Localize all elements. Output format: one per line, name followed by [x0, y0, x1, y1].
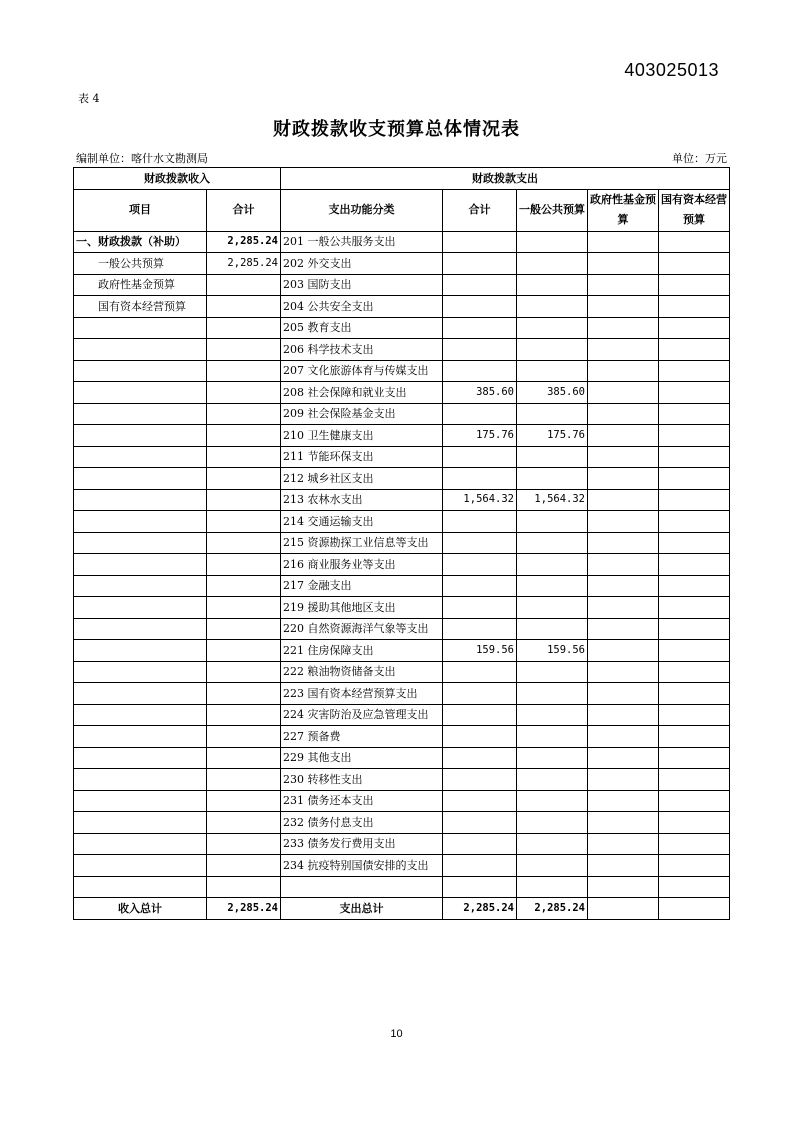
income-item-cell [74, 704, 207, 726]
income-item-cell [74, 855, 207, 877]
general-budget-cell: 1,564.32 [517, 489, 588, 511]
expense-total-cell [443, 747, 517, 769]
state-capital-cell [659, 683, 730, 705]
expense-group-header: 财政拨款支出 [281, 168, 730, 190]
income-amount-cell [207, 296, 281, 318]
page-title: 财政拨款收支预算总体情况表 [273, 119, 520, 140]
function-class-cell: 217 金融支出 [281, 575, 443, 597]
income-total-label: 收入总计 [74, 898, 207, 920]
function-class-header: 支出功能分类 [281, 189, 443, 231]
general-budget-cell [517, 253, 588, 275]
general-budget-cell [517, 876, 588, 898]
table-row [74, 489, 730, 511]
state-capital-cell [659, 790, 730, 812]
function-class-cell: 202 外交支出 [281, 253, 443, 275]
expense-total-cell [443, 683, 517, 705]
income-item-cell [74, 382, 207, 404]
function-class-cell: 223 国有资本经营预算支出 [281, 683, 443, 705]
state-capital-header: 国有资本经营预算 [659, 189, 730, 231]
state-capital-cell [659, 274, 730, 296]
general-budget-cell [517, 726, 588, 748]
income-amount-cell [207, 597, 281, 619]
expense-total-cell [443, 554, 517, 576]
state-capital-cell [659, 704, 730, 726]
income-item-cell [74, 446, 207, 468]
state-capital-cell [659, 339, 730, 361]
general-budget-cell [517, 511, 588, 533]
function-class-cell: 210 卫生健康支出 [281, 425, 443, 447]
budget-table [73, 167, 730, 920]
expense-total-cell: 159.56 [443, 640, 517, 662]
income-amount-cell [207, 274, 281, 296]
income-amount-cell [207, 554, 281, 576]
gov-fund-cell [588, 339, 659, 361]
income-amount-cell [207, 747, 281, 769]
state-capital-cell [659, 618, 730, 640]
income-item-cell [74, 747, 207, 769]
state-capital-cell [659, 360, 730, 382]
expense-total-cell [443, 618, 517, 640]
state-capital-cell [659, 511, 730, 533]
function-class-cell: 221 住房保障支出 [281, 640, 443, 662]
function-class-cell: 211 节能环保支出 [281, 446, 443, 468]
income-item-cell [74, 726, 207, 748]
expense-total-header: 合计 [443, 189, 517, 231]
table-row [74, 704, 730, 726]
state-capital-cell [659, 425, 730, 447]
expense-total-value: 2,285.24 [443, 898, 517, 920]
state-capital-cell [659, 382, 730, 404]
income-total-header: 合计 [207, 189, 281, 231]
general-budget-cell [517, 339, 588, 361]
general-budget-cell [517, 855, 588, 877]
income-item-cell [74, 339, 207, 361]
general-budget-cell [517, 360, 588, 382]
function-class-cell: 215 资源勘探工业信息等支出 [281, 532, 443, 554]
income-item-cell [74, 554, 207, 576]
expense-total-cell [443, 726, 517, 748]
table-row [74, 511, 730, 533]
function-class-cell: 222 粮油物资储备支出 [281, 661, 443, 683]
table-row [74, 876, 730, 898]
general-budget-cell [517, 532, 588, 554]
expense-total-cell [443, 704, 517, 726]
income-amount-cell [207, 661, 281, 683]
gov-fund-cell [588, 253, 659, 275]
income-item-cell [74, 876, 207, 898]
income-amount-cell [207, 833, 281, 855]
function-class-cell: 231 债务还本支出 [281, 790, 443, 812]
income-item-cell [74, 425, 207, 447]
expense-total-cell [443, 274, 517, 296]
state-capital-cell [659, 532, 730, 554]
function-class-cell: 229 其他支出 [281, 747, 443, 769]
general-budget-cell: 159.56 [517, 640, 588, 662]
expense-total-cell [443, 876, 517, 898]
expense-total-cell: 175.76 [443, 425, 517, 447]
state-capital-cell [659, 812, 730, 834]
income-item-cell [74, 640, 207, 662]
expense-total-cell [443, 812, 517, 834]
table-row [74, 726, 730, 748]
document-code: 403025013 [624, 60, 719, 80]
income-amount-cell [207, 446, 281, 468]
table-row [74, 855, 730, 877]
gov-fund-cell [588, 855, 659, 877]
state-capital-cell [659, 317, 730, 339]
table-row [74, 597, 730, 619]
general-budget-header: 一般公共预算 [517, 189, 588, 231]
income-item-cell [74, 403, 207, 425]
gov-fund-cell [588, 833, 659, 855]
expense-total-cell: 1,564.32 [443, 489, 517, 511]
general-budget-cell [517, 747, 588, 769]
table-body [74, 231, 730, 898]
table-row [74, 425, 730, 447]
gov-fund-cell [588, 511, 659, 533]
table-row [74, 468, 730, 490]
gov-fund-cell [588, 876, 659, 898]
general-budget-cell [517, 403, 588, 425]
expense-total-cell [443, 317, 517, 339]
expense-total-cell [443, 575, 517, 597]
income-amount-cell [207, 618, 281, 640]
function-class-cell: 209 社会保险基金支出 [281, 403, 443, 425]
expense-total-cell [443, 661, 517, 683]
table-row [74, 253, 730, 275]
gov-fund-cell [588, 661, 659, 683]
expense-total-cell [443, 339, 517, 361]
table-row [74, 446, 730, 468]
table-row [74, 532, 730, 554]
function-class-cell: 216 商业服务业等支出 [281, 554, 443, 576]
table-row [74, 274, 730, 296]
gov-fund-cell [588, 683, 659, 705]
gov-fund-cell [588, 704, 659, 726]
income-item-cell [74, 575, 207, 597]
income-amount-cell: 2,285.24 [207, 253, 281, 275]
state-capital-cell [659, 597, 730, 619]
table-row [74, 296, 730, 318]
expense-total-cell [443, 855, 517, 877]
table-row [74, 640, 730, 662]
general-budget-cell [517, 769, 588, 791]
function-class-cell: 204 公共安全支出 [281, 296, 443, 318]
function-class-cell: 201 一般公共服务支出 [281, 231, 443, 253]
income-item-cell [74, 489, 207, 511]
function-class-cell: 232 债务付息支出 [281, 812, 443, 834]
table-row [74, 683, 730, 705]
income-amount-cell: 2,285.24 [207, 231, 281, 253]
compiling-unit: 编制单位：喀什水文勘测局 [76, 152, 208, 165]
function-class-cell: 220 自然资源海洋气象等支出 [281, 618, 443, 640]
table-row [74, 554, 730, 576]
gov-fund-cell [588, 317, 659, 339]
function-class-cell: 219 援助其他地区支出 [281, 597, 443, 619]
expense-total-cell [443, 446, 517, 468]
expense-total-cell [443, 360, 517, 382]
general-budget-cell [517, 661, 588, 683]
state-capital-cell [659, 747, 730, 769]
expense-total-cell [443, 296, 517, 318]
state-capital-cell [659, 769, 730, 791]
gov-fund-cell [588, 726, 659, 748]
gov-fund-cell [588, 382, 659, 404]
gov-fund-cell [588, 360, 659, 382]
income-item-cell [74, 618, 207, 640]
income-item-cell [74, 661, 207, 683]
capital-total-value [659, 898, 730, 920]
gov-fund-cell [588, 812, 659, 834]
state-capital-cell [659, 489, 730, 511]
income-item-cell [74, 468, 207, 490]
income-amount-cell [207, 876, 281, 898]
gov-fund-cell [588, 640, 659, 662]
gov-fund-cell [588, 618, 659, 640]
table-number: 表 4 [78, 92, 100, 105]
state-capital-cell [659, 446, 730, 468]
general-budget-cell [517, 704, 588, 726]
function-class-cell: 206 科学技术支出 [281, 339, 443, 361]
general-budget-cell: 385.60 [517, 382, 588, 404]
expense-total-cell [443, 790, 517, 812]
gov-fund-cell [588, 296, 659, 318]
expense-total-label: 支出总计 [281, 898, 443, 920]
function-class-cell: 233 债务发行费用支出 [281, 833, 443, 855]
general-budget-cell [517, 296, 588, 318]
income-amount-cell [207, 640, 281, 662]
gov-fund-cell [588, 231, 659, 253]
income-amount-cell [207, 489, 281, 511]
expense-total-cell [443, 532, 517, 554]
state-capital-cell [659, 253, 730, 275]
income-amount-cell [207, 683, 281, 705]
income-item-cell [74, 317, 207, 339]
gov-fund-cell [588, 554, 659, 576]
table-row [74, 769, 730, 791]
function-class-cell: 224 灾害防治及应急管理支出 [281, 704, 443, 726]
state-capital-cell [659, 296, 730, 318]
general-budget-cell [517, 790, 588, 812]
income-amount-cell [207, 855, 281, 877]
state-capital-cell [659, 726, 730, 748]
general-budget-cell [517, 468, 588, 490]
gov-fund-cell [588, 747, 659, 769]
general-budget-cell [517, 833, 588, 855]
gov-fund-cell [588, 403, 659, 425]
income-amount-cell [207, 790, 281, 812]
general-budget-cell [517, 274, 588, 296]
function-class-cell: 203 国防支出 [281, 274, 443, 296]
general-budget-cell [517, 231, 588, 253]
table-row [74, 360, 730, 382]
income-amount-cell [207, 511, 281, 533]
income-amount-cell [207, 532, 281, 554]
expense-total-cell [443, 403, 517, 425]
general-budget-cell [517, 446, 588, 468]
income-item-cell [74, 532, 207, 554]
income-item-cell: 国有资本经营预算 [74, 296, 207, 318]
currency-unit: 单位：万元 [672, 152, 727, 165]
income-amount-cell [207, 425, 281, 447]
expense-total-cell [443, 253, 517, 275]
income-item-cell [74, 769, 207, 791]
table-row [74, 618, 730, 640]
income-total-value: 2,285.24 [207, 898, 281, 920]
income-item-cell: 政府性基金预算 [74, 274, 207, 296]
income-item-cell [74, 790, 207, 812]
table-row [74, 747, 730, 769]
function-class-cell: 213 农林水支出 [281, 489, 443, 511]
gov-fund-header: 政府性基金预算 [588, 189, 659, 231]
page-number: 10 [390, 1028, 403, 1040]
expense-total-cell [443, 468, 517, 490]
function-class-cell: 207 文化旅游体育与传媒支出 [281, 360, 443, 382]
general-budget-cell [517, 317, 588, 339]
gov-fund-cell [588, 425, 659, 447]
income-amount-cell [207, 769, 281, 791]
table-row [74, 790, 730, 812]
income-item-cell [74, 597, 207, 619]
state-capital-cell [659, 855, 730, 877]
income-item-cell [74, 683, 207, 705]
state-capital-cell [659, 231, 730, 253]
general-budget-cell: 175.76 [517, 425, 588, 447]
gov-fund-cell [588, 790, 659, 812]
income-amount-cell [207, 704, 281, 726]
expense-total-cell [443, 511, 517, 533]
state-capital-cell [659, 554, 730, 576]
expense-total-cell: 385.60 [443, 382, 517, 404]
state-capital-cell [659, 661, 730, 683]
income-amount-cell [207, 575, 281, 597]
income-amount-cell [207, 382, 281, 404]
function-class-cell: 234 抗疫特别国债安排的支出 [281, 855, 443, 877]
item-header: 项目 [74, 189, 207, 231]
income-amount-cell [207, 812, 281, 834]
state-capital-cell [659, 468, 730, 490]
state-capital-cell [659, 575, 730, 597]
gov-fund-cell [588, 532, 659, 554]
gov-fund-cell [588, 575, 659, 597]
income-amount-cell [207, 403, 281, 425]
gov-fund-cell [588, 489, 659, 511]
income-item-cell [74, 360, 207, 382]
fund-total-value [588, 898, 659, 920]
function-class-cell: 208 社会保障和就业支出 [281, 382, 443, 404]
income-amount-cell [207, 339, 281, 361]
gov-fund-cell [588, 597, 659, 619]
general-budget-cell [517, 618, 588, 640]
general-total-value: 2,285.24 [517, 898, 588, 920]
table-row [74, 833, 730, 855]
table-row [74, 812, 730, 834]
income-item-cell: 一般公共预算 [74, 253, 207, 275]
general-budget-cell [517, 597, 588, 619]
state-capital-cell [659, 833, 730, 855]
state-capital-cell [659, 640, 730, 662]
table-row [74, 403, 730, 425]
function-class-cell: 227 预备费 [281, 726, 443, 748]
gov-fund-cell [588, 274, 659, 296]
function-class-cell: 205 教育支出 [281, 317, 443, 339]
gov-fund-cell [588, 468, 659, 490]
table-row [74, 339, 730, 361]
income-item-cell [74, 833, 207, 855]
income-group-header: 财政拨款收入 [74, 168, 281, 190]
expense-total-cell [443, 769, 517, 791]
table-row [74, 382, 730, 404]
income-amount-cell [207, 317, 281, 339]
function-class-cell [281, 876, 443, 898]
function-class-cell: 214 交通运输支出 [281, 511, 443, 533]
gov-fund-cell [588, 769, 659, 791]
general-budget-cell [517, 575, 588, 597]
table-row [74, 661, 730, 683]
general-budget-cell [517, 812, 588, 834]
income-amount-cell [207, 468, 281, 490]
gov-fund-cell [588, 446, 659, 468]
expense-total-cell [443, 231, 517, 253]
general-budget-cell [517, 554, 588, 576]
general-budget-cell [517, 683, 588, 705]
income-item-cell [74, 812, 207, 834]
income-item-cell: 一、财政拨款（补助） [74, 231, 207, 253]
income-item-cell [74, 511, 207, 533]
income-amount-cell [207, 360, 281, 382]
state-capital-cell [659, 876, 730, 898]
expense-total-cell [443, 833, 517, 855]
table-row [74, 575, 730, 597]
table-row [74, 317, 730, 339]
income-amount-cell [207, 726, 281, 748]
function-class-cell: 212 城乡社区支出 [281, 468, 443, 490]
expense-total-cell [443, 597, 517, 619]
function-class-cell: 230 转移性支出 [281, 769, 443, 791]
table-row [74, 231, 730, 253]
state-capital-cell [659, 403, 730, 425]
